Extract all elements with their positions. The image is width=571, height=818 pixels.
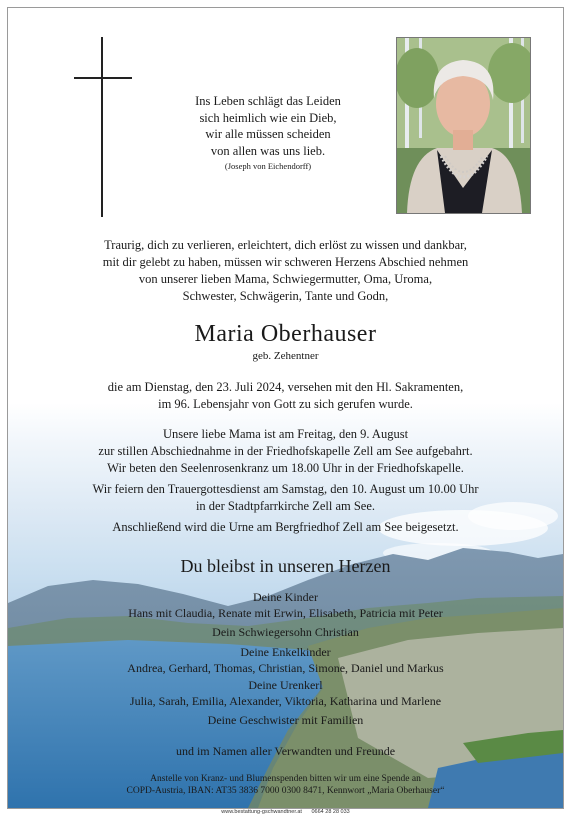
motto: Du bleibst in unseren Herzen: [180, 556, 391, 576]
viewing-line: zur stillen Abschiednahme in der Friedhofskapelle Zell am See aufgebahrt.: [98, 444, 473, 458]
poem-line: wir alle müssen scheiden: [205, 127, 331, 141]
viewing-line: Unsere liebe Mama ist am Freitag, den 9. August: [162, 427, 409, 441]
children-names: Hans mit Claudia, Renate mit Erwin, Elisabeth, Patricia mit Peter: [128, 606, 443, 620]
poem-author: (Joseph von Eichendorff): [224, 161, 312, 171]
birth-name: geb. Zehentner: [252, 350, 319, 362]
children-heading: Deine Kinder: [253, 590, 318, 604]
siblings: Deine Geschwister mit Familien: [207, 713, 364, 727]
grandchildren-heading: Deine Enkelkinder: [240, 645, 331, 659]
death-notice: [38, 379, 533, 413]
son-in-law: Dein Schwiegersohn Christian: [212, 625, 359, 639]
poem-line: sich heimlich wie ein Dieb,: [199, 110, 337, 125]
grandchildren-names: Andrea, Gerhard, Thomas, Christian, Simone, Daniel und Markus: [127, 661, 444, 675]
cross-symbol: [74, 37, 132, 217]
donation-line: COPD-Austria, IBAN: AT35 3836 7000 0300 8471, Kennwort „Maria Oberhauser“: [126, 786, 445, 796]
death-line: im 96. Lebensjahr von Gott zu sich gerufen wurde.: [158, 397, 413, 411]
viewing-line: Wir beten den Seelenrosenkranz um 18.00 Uhr in der Friedhofskapelle.: [107, 461, 464, 475]
footer: [0, 809, 571, 816]
mass-line: in der Stadtpfarrkirche Zell am See.: [195, 499, 376, 513]
intro-line: mit dir gelebt zu haben, müssen wir schweren Herzens Abschied nehmen: [102, 255, 469, 269]
viewing-info: [28, 426, 543, 477]
donation-note: [48, 773, 523, 797]
urn-info: Anschließend wird die Urne am Bergfriedhof Zell am See beigesetzt.: [112, 520, 459, 534]
relatives-and-friends: und im Namen aller Verwandten und Freunde: [175, 744, 396, 758]
donation-line: Anstelle von Kranz- und Blumenspenden bitten wir um eine Spende an: [150, 774, 421, 784]
intro-line: von unserer lieben Mama, Schwiegermutter, Oma, Uroma,: [138, 272, 433, 286]
portrait-photo: [396, 37, 531, 214]
intro-line: Schwester, Schwägerin, Tante und Godn,: [182, 289, 389, 303]
poem: [138, 93, 398, 173]
great-grandchildren-heading: Deine Urenkerl: [248, 678, 323, 692]
deceased-name: Maria Oberhauser: [194, 321, 377, 347]
poem-line: von allen was uns lieb.: [210, 143, 326, 158]
parte-card: [7, 7, 564, 809]
intro-text: [48, 237, 523, 305]
mass-line: Wir feiern den Trauergottesdienst am Samstag, den 10. August um 10.00 Uhr: [92, 482, 479, 496]
footer-website[interactable]: www.bestattung-gschwandtner.at: [221, 809, 302, 815]
great-grandchildren-names: Julia, Sarah, Emilia, Alexander, Viktoria, Katharina und Marlene: [129, 694, 442, 708]
footer-phone: 0664 28 28 033: [311, 809, 350, 815]
intro-line: Traurig, dich zu verlieren, erleichtert, dich erlöst zu wissen und dankbar,: [104, 238, 467, 252]
mass-info: [28, 481, 543, 515]
poem-line: Ins Leben schlägt das Leiden: [195, 94, 341, 108]
death-line: die am Dienstag, den 23. Juli 2024, versehen mit den Hl. Sakramenten,: [107, 380, 464, 394]
